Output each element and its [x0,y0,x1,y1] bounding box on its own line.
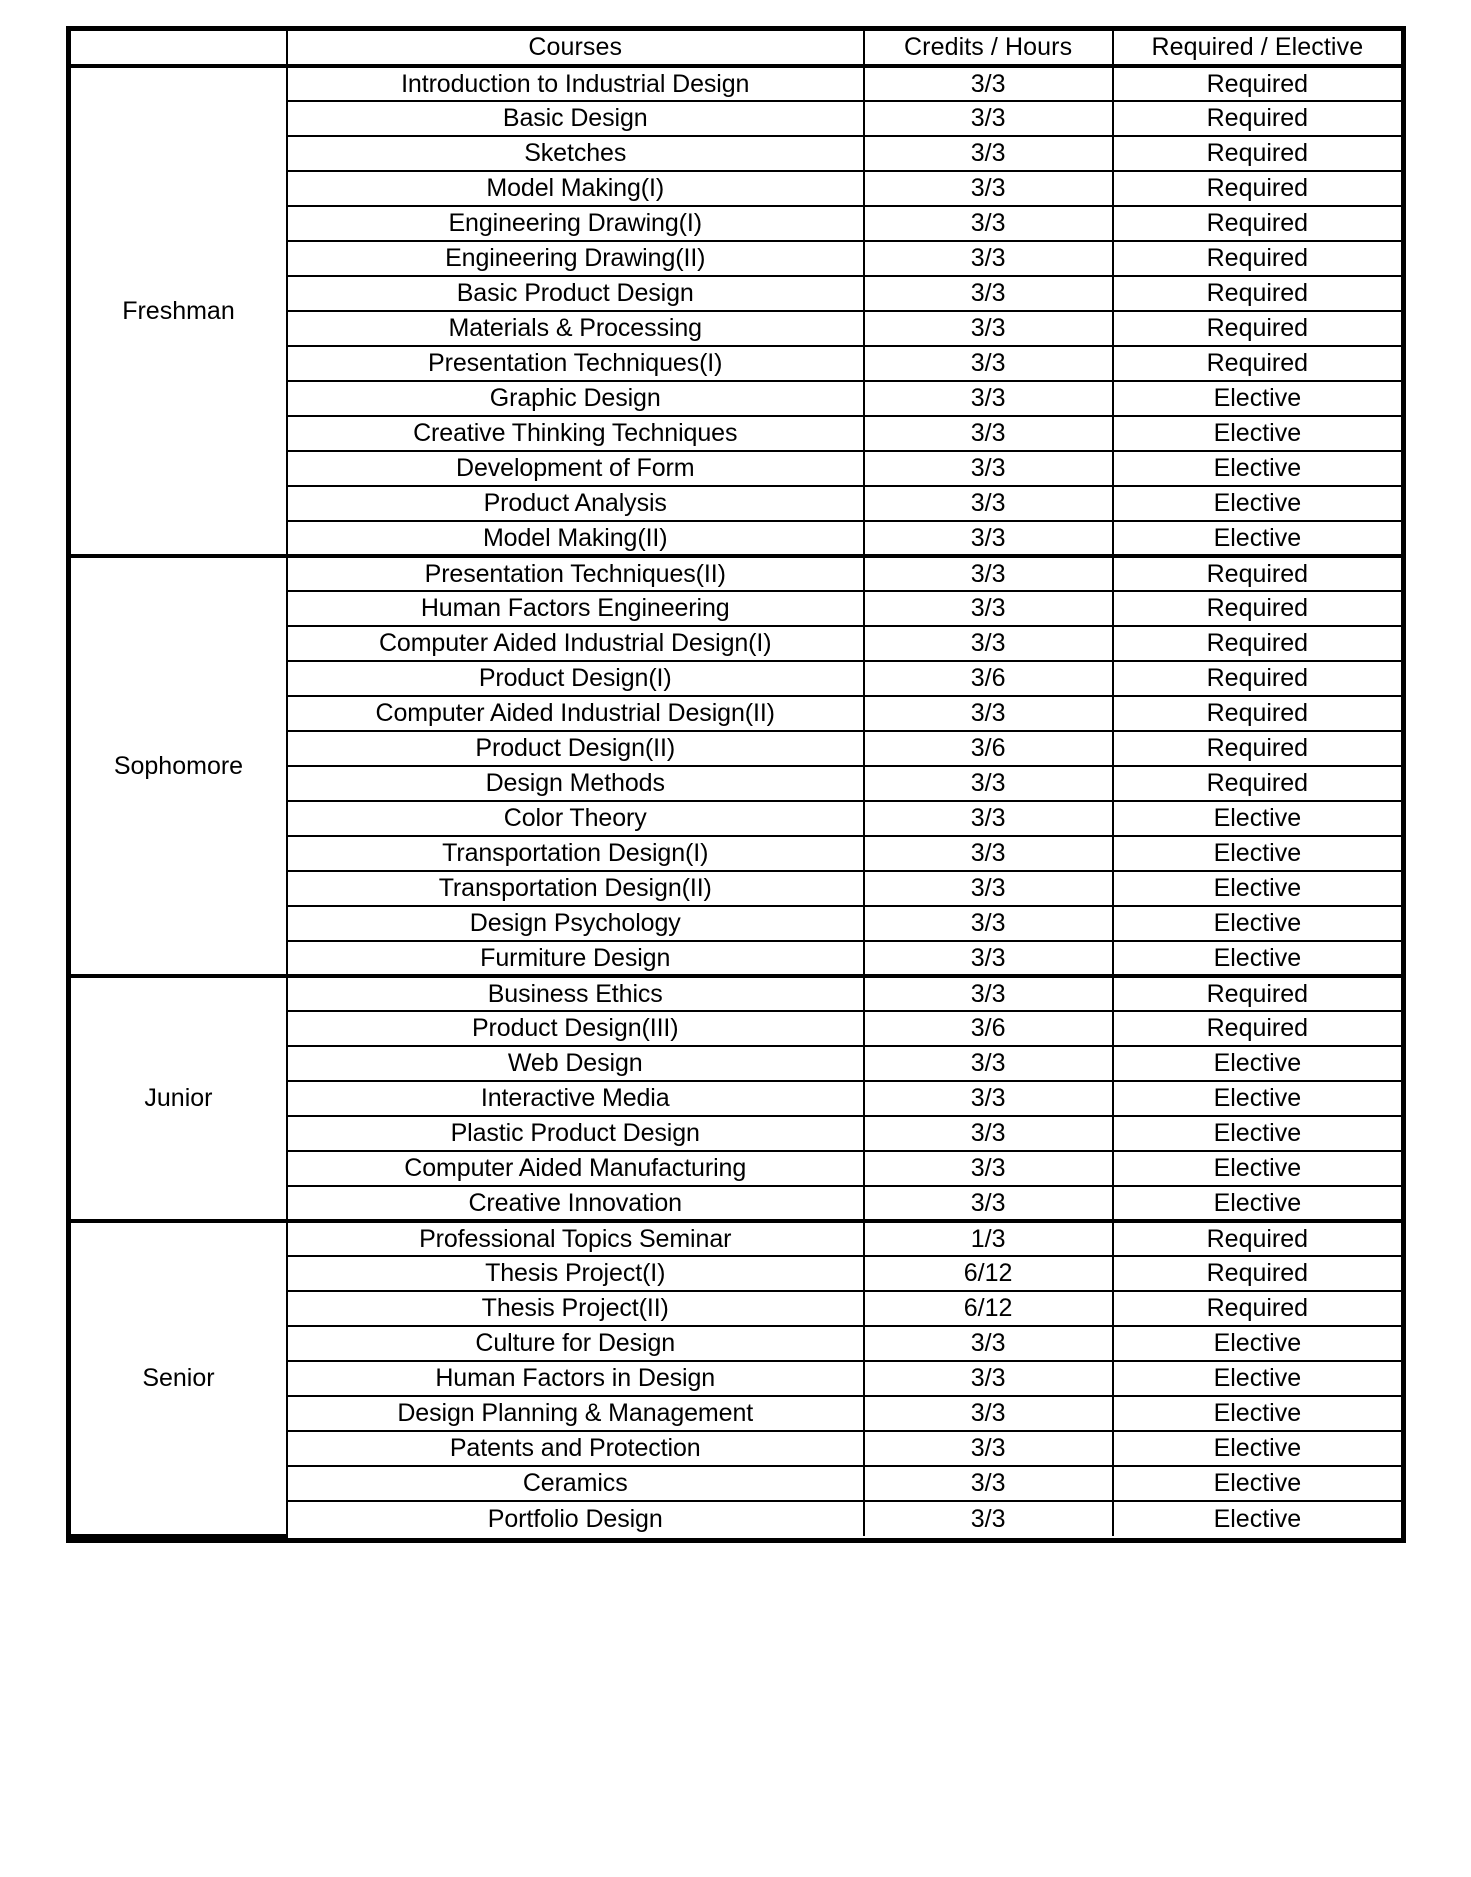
year-label-junior: Junior [71,976,287,1221]
credits-hours-cell: 3/3 [864,1186,1113,1221]
year-label-sophomore: Sophomore [71,556,287,976]
credits-hours-cell: 3/3 [864,1116,1113,1151]
requirement-cell: Elective [1113,451,1401,486]
course-name-cell: Engineering Drawing(II) [287,241,864,276]
course-name-cell: Design Methods [287,766,864,801]
credits-hours-cell: 3/6 [864,1011,1113,1046]
credits-hours-cell: 3/3 [864,836,1113,871]
requirement-cell: Elective [1113,521,1401,556]
credits-hours-cell: 3/3 [864,556,1113,591]
credits-hours-cell: 3/3 [864,626,1113,661]
requirement-cell: Elective [1113,1186,1401,1221]
course-name-cell: Professional Topics Seminar [287,1221,864,1256]
course-name-cell: Product Design(I) [287,661,864,696]
credits-hours-cell: 3/3 [864,241,1113,276]
requirement-cell: Required [1113,1291,1401,1326]
course-name-cell: Product Analysis [287,486,864,521]
requirement-cell: Elective [1113,871,1401,906]
course-name-cell: Thesis Project(II) [287,1291,864,1326]
course-name-cell: Culture for Design [287,1326,864,1361]
credits-hours-cell: 3/3 [864,66,1113,101]
credits-hours-cell: 3/3 [864,416,1113,451]
requirement-cell: Required [1113,556,1401,591]
credits-hours-cell: 3/3 [864,311,1113,346]
course-name-cell: Ceramics [287,1466,864,1501]
requirement-cell: Required [1113,171,1401,206]
requirement-cell: Elective [1113,1361,1401,1396]
credits-hours-cell: 3/3 [864,486,1113,521]
course-name-cell: Design Psychology [287,906,864,941]
course-name-cell: Web Design [287,1046,864,1081]
credits-hours-cell: 3/3 [864,871,1113,906]
course-name-cell: Thesis Project(I) [287,1256,864,1291]
credits-hours-cell: 3/3 [864,346,1113,381]
credits-hours-cell: 3/3 [864,1326,1113,1361]
year-label-freshman: Freshman [71,66,287,556]
credits-hours-cell: 3/3 [864,521,1113,556]
header-year-blank [71,31,287,66]
credits-hours-cell: 3/6 [864,661,1113,696]
year-label-senior: Senior [71,1221,287,1536]
credits-hours-cell: 3/6 [864,731,1113,766]
requirement-cell: Elective [1113,801,1401,836]
course-name-cell: Computer Aided Manufacturing [287,1151,864,1186]
requirement-cell: Elective [1113,1396,1401,1431]
requirement-cell: Required [1113,101,1401,136]
course-name-cell: Human Factors in Design [287,1361,864,1396]
credits-hours-cell: 3/3 [864,976,1113,1011]
course-name-cell: Development of Form [287,451,864,486]
requirement-cell: Required [1113,1221,1401,1256]
credits-hours-cell: 3/3 [864,766,1113,801]
course-name-cell: Product Design(II) [287,731,864,766]
requirement-cell: Required [1113,1256,1401,1291]
requirement-cell: Required [1113,626,1401,661]
requirement-cell: Elective [1113,1326,1401,1361]
credits-hours-cell: 3/3 [864,591,1113,626]
course-name-cell: Transportation Design(I) [287,836,864,871]
course-name-cell: Presentation Techniques(I) [287,346,864,381]
course-name-cell: Computer Aided Industrial Design(II) [287,696,864,731]
credits-hours-cell: 1/3 [864,1221,1113,1256]
requirement-cell: Required [1113,731,1401,766]
credits-hours-cell: 3/3 [864,101,1113,136]
credits-hours-cell: 3/3 [864,451,1113,486]
credits-hours-cell: 3/3 [864,1081,1113,1116]
requirement-cell: Elective [1113,416,1401,451]
credits-hours-cell: 3/3 [864,1431,1113,1466]
course-name-cell: Creative Thinking Techniques [287,416,864,451]
requirement-cell: Elective [1113,381,1401,416]
requirement-cell: Required [1113,591,1401,626]
course-name-cell: Sketches [287,136,864,171]
header-required-elective: Required / Elective [1113,31,1401,66]
credits-hours-cell: 3/3 [864,276,1113,311]
credits-hours-cell: 3/3 [864,1501,1113,1536]
credits-hours-cell: 3/3 [864,171,1113,206]
header-courses: Courses [287,31,864,66]
course-name-cell: Presentation Techniques(II) [287,556,864,591]
course-name-cell: Introduction to Industrial Design [287,66,864,101]
requirement-cell: Required [1113,206,1401,241]
requirement-cell: Required [1113,311,1401,346]
course-name-cell: Portfolio Design [287,1501,864,1536]
table-row [71,556,1401,591]
requirement-cell: Required [1113,661,1401,696]
course-name-cell: Basic Design [287,101,864,136]
credits-hours-cell: 3/3 [864,1361,1113,1396]
course-name-cell: Model Making(II) [287,521,864,556]
requirement-cell: Required [1113,276,1401,311]
course-name-cell: Business Ethics [287,976,864,1011]
requirement-cell: Elective [1113,1116,1401,1151]
requirement-cell: Required [1113,136,1401,171]
table-row [71,1221,1401,1256]
credits-hours-cell: 3/3 [864,1151,1113,1186]
requirement-cell: Required [1113,1011,1401,1046]
course-name-cell: Creative Innovation [287,1186,864,1221]
credits-hours-cell: 3/3 [864,136,1113,171]
course-name-cell: Plastic Product Design [287,1116,864,1151]
course-name-cell: Human Factors Engineering [287,591,864,626]
course-name-cell: Graphic Design [287,381,864,416]
requirement-cell: Elective [1113,836,1401,871]
course-name-cell: Engineering Drawing(I) [287,206,864,241]
requirement-cell: Elective [1113,1046,1401,1081]
header-credits-hours: Credits / Hours [864,31,1113,66]
course-name-cell: Furmiture Design [287,941,864,976]
course-name-cell: Basic Product Design [287,276,864,311]
requirement-cell: Required [1113,66,1401,101]
course-name-cell: Interactive Media [287,1081,864,1116]
credits-hours-cell: 6/12 [864,1256,1113,1291]
credits-hours-cell: 3/3 [864,381,1113,416]
requirement-cell: Elective [1113,941,1401,976]
course-name-cell: Materials & Processing [287,311,864,346]
course-name-cell: Computer Aided Industrial Design(I) [287,626,864,661]
course-name-cell: Model Making(I) [287,171,864,206]
credits-hours-cell: 3/3 [864,801,1113,836]
requirement-cell: Elective [1113,1151,1401,1186]
requirement-cell: Required [1113,241,1401,276]
course-name-cell: Design Planning & Management [287,1396,864,1431]
credits-hours-cell: 3/3 [864,906,1113,941]
credits-hours-cell: 3/3 [864,1466,1113,1501]
requirement-cell: Elective [1113,486,1401,521]
credits-hours-cell: 3/3 [864,696,1113,731]
credits-hours-cell: 3/3 [864,941,1113,976]
credits-hours-cell: 3/3 [864,1046,1113,1081]
table-header-row [71,31,1401,66]
credits-hours-cell: 3/3 [864,206,1113,241]
requirement-cell: Required [1113,976,1401,1011]
curriculum-table [71,31,1401,1538]
table-row [71,976,1401,1011]
course-name-cell: Transportation Design(II) [287,871,864,906]
course-name-cell: Color Theory [287,801,864,836]
table-row [71,66,1401,101]
requirement-cell: Elective [1113,1081,1401,1116]
curriculum-table-container [66,26,1406,1543]
credits-hours-cell: 6/12 [864,1291,1113,1326]
requirement-cell: Required [1113,766,1401,801]
requirement-cell: Required [1113,696,1401,731]
credits-hours-cell: 3/3 [864,1396,1113,1431]
requirement-cell: Elective [1113,906,1401,941]
requirement-cell: Elective [1113,1466,1401,1501]
requirement-cell: Elective [1113,1501,1401,1536]
course-name-cell: Patents and Protection [287,1431,864,1466]
course-name-cell: Product Design(III) [287,1011,864,1046]
requirement-cell: Elective [1113,1431,1401,1466]
requirement-cell: Required [1113,346,1401,381]
